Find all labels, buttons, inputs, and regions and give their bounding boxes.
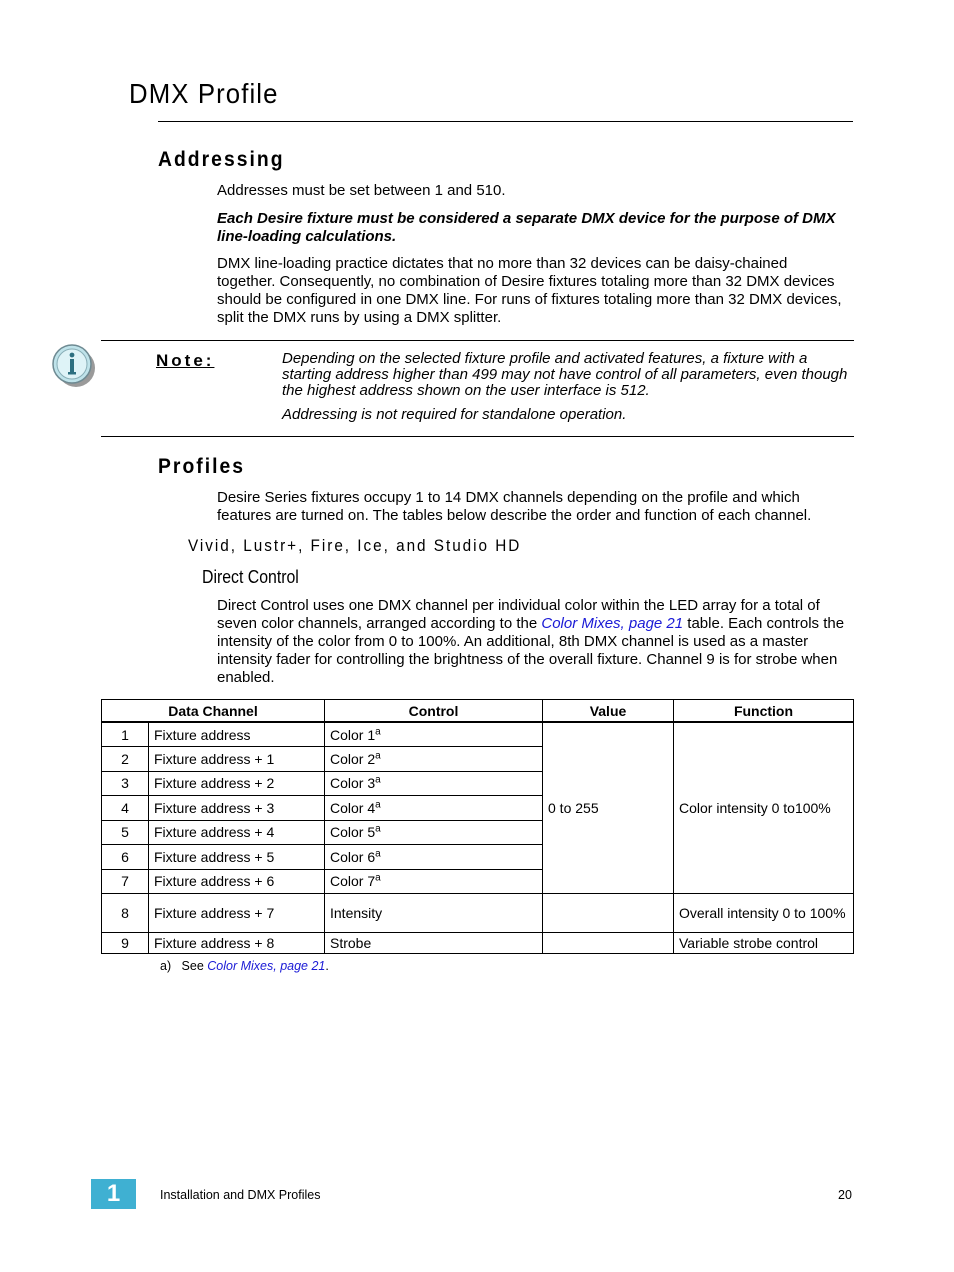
note-label: Note: (156, 351, 215, 370)
channel-address: Fixture address + 1 (149, 747, 325, 772)
footnote-ref: a (375, 823, 381, 835)
footnote-link[interactable]: Color Mixes, page 21 (207, 959, 326, 973)
note-bottom-rule (101, 436, 854, 437)
control-label: Color 1 (330, 726, 376, 743)
direct-control-text-2: table. Each controls the intensity of the color from 0 to 100%. An additional, 8th DMX channel is used as a master intensity fader for controlling the brightness of the overall fixture. Channel 9 is for strobe when enabled. (217, 615, 845, 686)
table-row (102, 722, 854, 747)
footnote-end: . (325, 959, 329, 973)
note-paragraph-1: Depending on the selected fixture profile and activated features, a fixture with a starting address higher than 499 may not have control of all parameters, even though the highest address shown on the user interface is 512. (282, 350, 848, 399)
control-label: Color 6 (330, 848, 376, 865)
channel-address: Fixture address + 3 (149, 796, 325, 821)
fixture-models-heading: Vivid, Lustr+, Fire, Ice, and Studio HD (188, 536, 522, 555)
header-data-channel: Data Channel (102, 700, 325, 723)
footnote-marker: a) (160, 959, 172, 973)
channel-address: Fixture address + 5 (149, 845, 325, 870)
channel-number: 6 (102, 845, 149, 870)
channel-control: Strobe (325, 933, 543, 954)
addressing-warning: Each Desire fixture must be considered a separate DMX device for the purpose of DMX line-loading calculations. (217, 210, 836, 245)
channel-number: 5 (102, 820, 149, 845)
header-control: Control (325, 700, 543, 723)
channel-value (543, 933, 674, 954)
channel-control (325, 771, 543, 796)
page-number: 20 (838, 1188, 852, 1202)
channel-address: Fixture address + 4 (149, 820, 325, 845)
control-label: Color 3 (330, 775, 376, 792)
channel-value (543, 894, 674, 933)
chapter-number-badge: 1 (91, 1179, 136, 1209)
channel-number: 7 (102, 869, 149, 894)
footnote-text: See (181, 959, 208, 973)
channel-address: Fixture address + 7 (149, 894, 325, 933)
table-footnote (160, 959, 329, 973)
channel-control (325, 845, 543, 870)
channel-control (325, 722, 543, 747)
channel-function: Variable strobe control (674, 933, 854, 954)
header-function: Function (674, 700, 854, 723)
dmx-channel-table (101, 699, 854, 954)
note-paragraph-2: Addressing is not required for standalone operation. (282, 406, 627, 423)
channel-address: Fixture address + 2 (149, 771, 325, 796)
addressing-paragraph-3: DMX line-loading practice dictates that no more than 32 devices can be daisy-chained together. Consequently, no combination of Desire fixtures totaling more than 32 DMX devices should be configured in one DMX line. For runs of fixtures totaling more than 32 DMX devices, split the DMX runs by using a DMX splitter. (217, 255, 842, 326)
addressing-paragraph-1: Addresses must be set between 1 and 510. (217, 182, 506, 199)
channel-control (325, 747, 543, 772)
profiles-paragraph: Desire Series fixtures occupy 1 to 14 DMX channels depending on the profile and which features are turned on. The tables below describe the order and function of each channel. (217, 489, 812, 524)
footer-section: Installation and DMX Profiles (160, 1188, 321, 1202)
footnote-ref: a (375, 848, 381, 860)
direct-control-text-1: Direct Control uses one DMX channel per individual color within the LED array for a total of seven color channels, arranged according to the (217, 597, 820, 632)
channel-address: Fixture address + 6 (149, 869, 325, 894)
footnote-ref: a (375, 774, 381, 786)
footnote-ref: a (375, 799, 381, 811)
channel-number: 4 (102, 796, 149, 821)
channel-number: 2 (102, 747, 149, 772)
channel-number: 9 (102, 933, 149, 954)
merged-value-cell: 0 to 255 (543, 722, 674, 894)
direct-control-heading: Direct Control (202, 567, 299, 587)
info-icon (51, 343, 97, 389)
channel-number: 8 (102, 894, 149, 933)
control-label: Color 4 (330, 799, 376, 816)
control-label: Color 2 (330, 750, 376, 767)
channel-control: Intensity (325, 894, 543, 933)
channel-control (325, 820, 543, 845)
table-row (102, 894, 854, 933)
color-mixes-link[interactable]: Color Mixes, page 21 (541, 615, 684, 632)
channel-control (325, 796, 543, 821)
channel-number: 3 (102, 771, 149, 796)
addressing-heading: Addressing (158, 148, 285, 171)
channel-address: Fixture address (149, 722, 325, 747)
direct-control-paragraph (217, 597, 857, 687)
header-value: Value (543, 700, 674, 723)
merged-function-cell: Color intensity 0 to100% (674, 722, 854, 894)
title-rule (158, 121, 853, 122)
note-top-rule (101, 340, 854, 341)
channel-address: Fixture address + 8 (149, 933, 325, 954)
profiles-heading: Profiles (158, 455, 246, 478)
control-label: Color 5 (330, 824, 376, 841)
footnote-ref: a (375, 725, 381, 737)
table-row (102, 933, 854, 954)
channel-control (325, 869, 543, 894)
footnote-ref: a (375, 872, 381, 884)
channel-number: 1 (102, 722, 149, 747)
channel-function: Overall intensity 0 to 100% (674, 894, 854, 933)
footnote-ref: a (375, 750, 381, 762)
control-label: Color 7 (330, 873, 376, 890)
chapter-title: DMX Profile (129, 78, 279, 109)
